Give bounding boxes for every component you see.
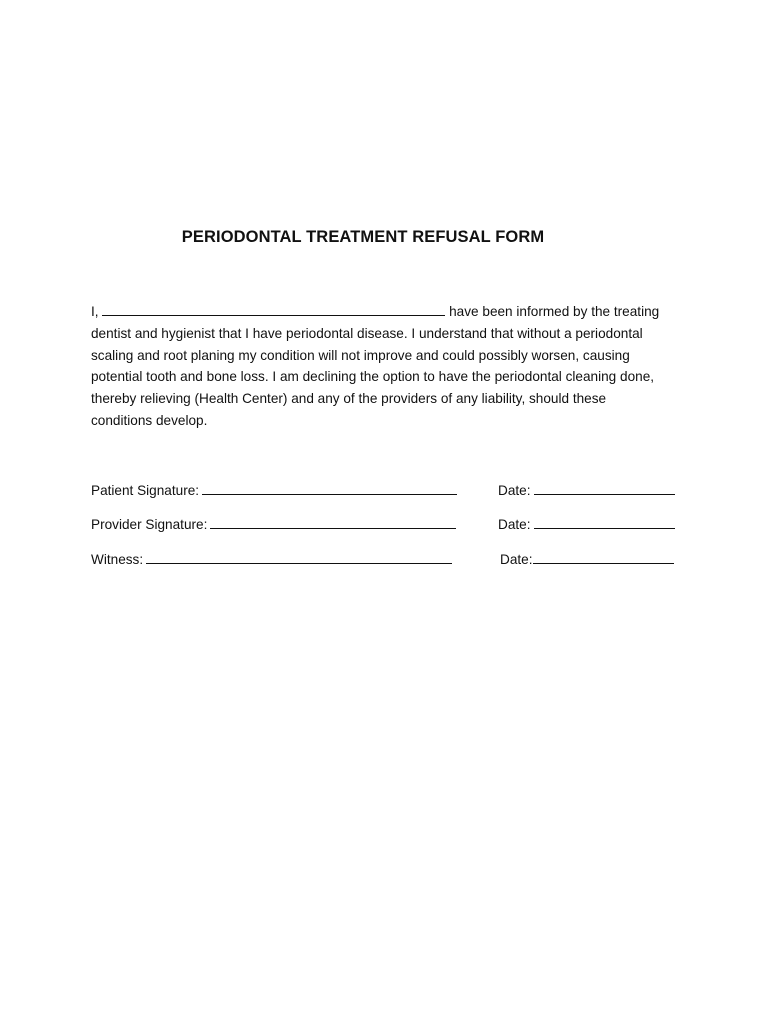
statement-line: conditions develop. — [91, 412, 208, 428]
form-title: PERIODONTAL TREATMENT REFUSAL FORM — [181, 228, 545, 246]
witness-date-label: Date: — [500, 552, 533, 567]
patient-signature-field[interactable] — [202, 481, 457, 495]
provider-signature-field[interactable] — [210, 515, 456, 529]
patient-date-label: Date: — [498, 483, 531, 498]
patient-date-row — [498, 481, 675, 500]
statement-line: potential tooth and bone loss. I am declining the option to have the periodontal cleaning done, — [91, 369, 655, 385]
statement-suffix: have been informed by the treating — [449, 304, 660, 319]
statement-line: scaling and root planing my condition will not improve and could possibly worsen, causing — [91, 347, 630, 363]
statement-line: dentist and hygienist that I have periodontal disease. I understand that without a periodontal — [91, 325, 643, 341]
statement-prefix: I, — [91, 304, 99, 319]
witness-signature-field[interactable] — [146, 550, 452, 564]
provider-date-label: Date: — [498, 517, 531, 532]
patient-signature-row — [91, 481, 457, 500]
patient-date-field[interactable] — [534, 481, 675, 495]
refusal-statement — [91, 301, 681, 432]
provider-signature-label: Provider Signature: — [91, 517, 208, 532]
witness-date-row — [500, 550, 674, 569]
witness-signature-row — [91, 550, 452, 569]
statement-line: thereby relieving (Health Center) and any of the providers of any liability, should these — [91, 391, 607, 407]
patient-name-field[interactable] — [102, 301, 445, 316]
provider-date-field[interactable] — [534, 515, 675, 529]
provider-signature-row — [91, 515, 456, 534]
patient-signature-label: Patient Signature: — [91, 483, 200, 498]
witness-label: Witness: — [91, 552, 144, 567]
witness-date-field[interactable] — [533, 550, 674, 564]
statement-first-line — [91, 301, 681, 323]
provider-date-row — [498, 515, 675, 534]
